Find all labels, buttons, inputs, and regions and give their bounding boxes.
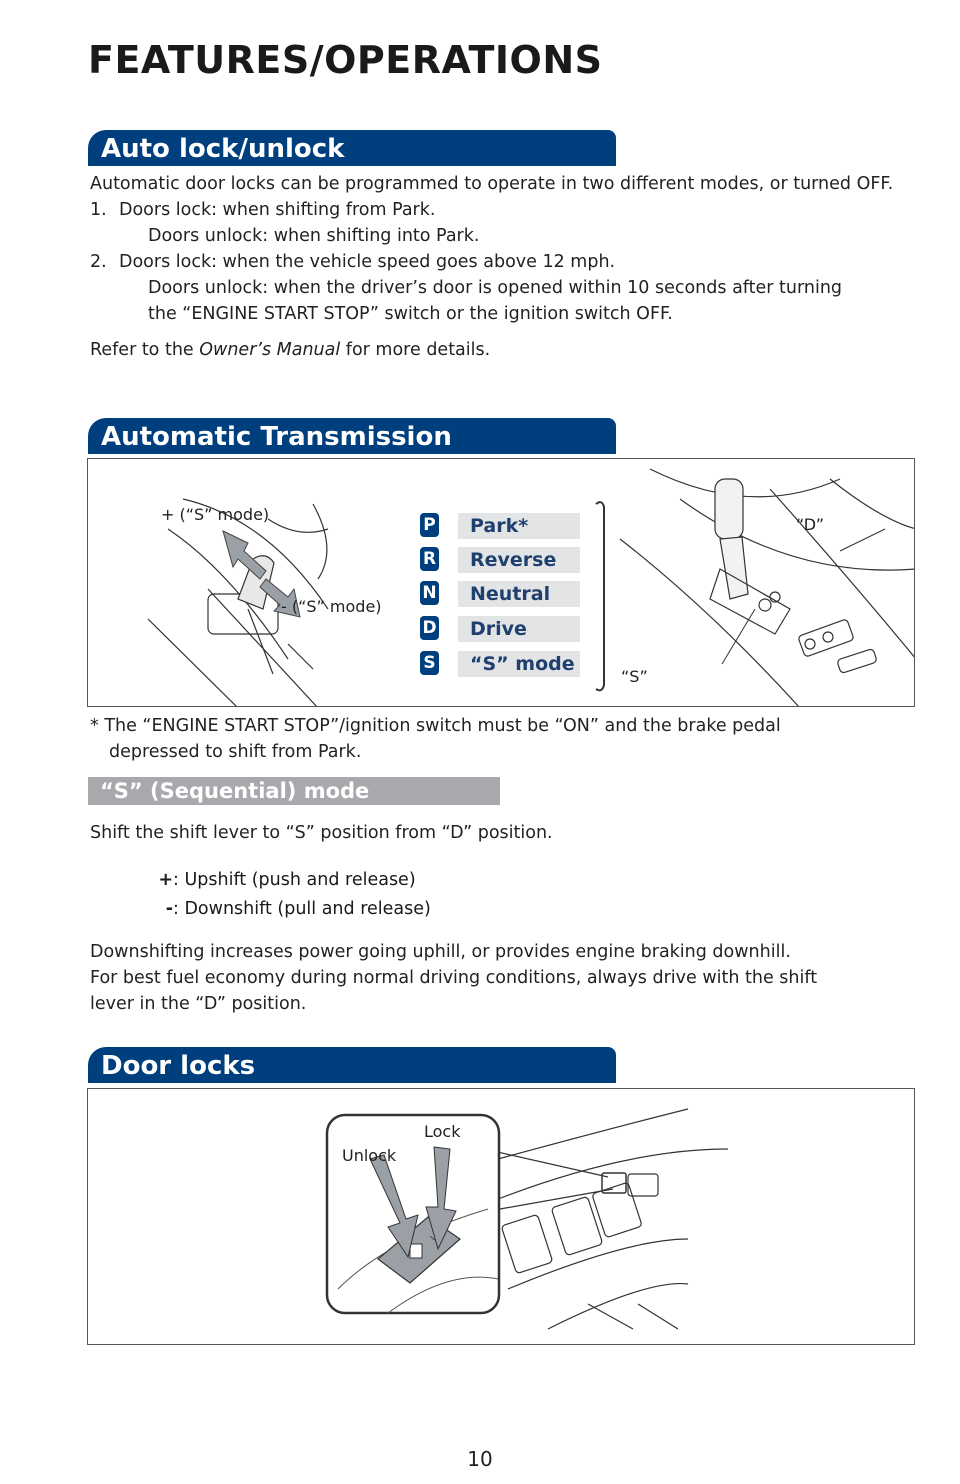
- auto-lock-text: [90, 171, 920, 363]
- gear-label-park: Park*: [458, 513, 580, 539]
- d-position-callout: “D”: [796, 515, 824, 534]
- park-footnote: [90, 713, 910, 765]
- gear-badge-d: D: [420, 616, 439, 640]
- auto-lock-item-2: [90, 249, 920, 327]
- downshift-row: [155, 895, 431, 924]
- section-heading-transmission: Automatic Transmission: [88, 418, 616, 454]
- note-line-2: For best fuel economy during normal driving conditions, always drive with the shift: [90, 968, 818, 988]
- downshift-symbol: -: [165, 899, 173, 919]
- list-number: 1.: [90, 200, 107, 220]
- gear-badge-s: S: [420, 651, 439, 675]
- sequential-note: [90, 939, 920, 1017]
- page-title: FEATURES/OPERATIONS: [88, 38, 603, 82]
- unlock-label: Unlock: [342, 1146, 397, 1165]
- refer-prefix: Refer to the: [90, 340, 200, 360]
- downshift-text: : Downshift (pull and release): [173, 899, 431, 919]
- item-1-line-2: Doors unlock: when shifting into Park.: [148, 226, 480, 246]
- auto-lock-intro: Automatic door locks can be programmed to operate in two different modes, or turned OFF.: [90, 174, 894, 194]
- gear-label-neutral: Neutral: [458, 581, 580, 607]
- gear-label-s-mode: “S” mode: [458, 651, 580, 677]
- footnote-line-1: * The “ENGINE START STOP”/ignition switch must be “ON” and the brake pedal: [90, 716, 781, 736]
- gear-badge-n: N: [420, 581, 439, 605]
- auto-lock-item-1: [90, 197, 920, 249]
- shift-lever-illustration: [88, 459, 388, 707]
- s-position-callout: “S”: [621, 667, 648, 686]
- footnote-line-2: depressed to shift from Park.: [109, 742, 362, 762]
- upshift-symbol: +: [158, 870, 173, 890]
- upshift-row: [155, 866, 431, 895]
- gear-label-drive: Drive: [458, 616, 580, 642]
- door-lock-illustration: [88, 1089, 915, 1345]
- minus-s-mode-callout: - (“S” mode): [281, 597, 382, 616]
- door-locks-figure: [87, 1088, 915, 1345]
- section-heading-door-locks: Door locks: [88, 1047, 616, 1083]
- page-number: 10: [467, 1447, 493, 1471]
- item-1-line-1: Doors lock: when shifting from Park.: [119, 200, 436, 220]
- item-2-line-2: Doors unlock: when the driver’s door is opened within 10 seconds after turning the “ENGINE START STOP” switch or the ignition switch OFF.: [148, 278, 843, 324]
- sequential-instruction: Shift the shift lever to “S” position from “D” position.: [90, 823, 553, 843]
- gear-badge-p: P: [420, 513, 439, 537]
- shift-list: [155, 866, 431, 924]
- note-line-1: Downshifting increases power going uphill, or provides engine braking downhill.: [90, 942, 791, 962]
- gear-badge-r: R: [420, 547, 439, 571]
- item-2-line-1: Doors lock: when the vehicle speed goes above 12 mph.: [119, 252, 616, 272]
- note-line-3: lever in the “D” position.: [90, 994, 307, 1014]
- transmission-figure: [87, 458, 915, 707]
- owners-manual-reference: Owner’s Manual: [199, 340, 341, 360]
- list-number: 2.: [90, 252, 107, 272]
- refer-manual-text: [90, 337, 920, 363]
- section-heading-auto-lock: Auto lock/unlock: [88, 130, 616, 166]
- upshift-text: : Upshift (push and release): [173, 870, 416, 890]
- plus-s-mode-callout: + (“S” mode): [161, 505, 270, 524]
- lock-label: Lock: [424, 1122, 461, 1141]
- gear-label-reverse: Reverse: [458, 547, 580, 573]
- subsection-heading-sequential: “S” (Sequential) mode: [88, 777, 500, 805]
- refer-suffix: for more details.: [340, 340, 491, 360]
